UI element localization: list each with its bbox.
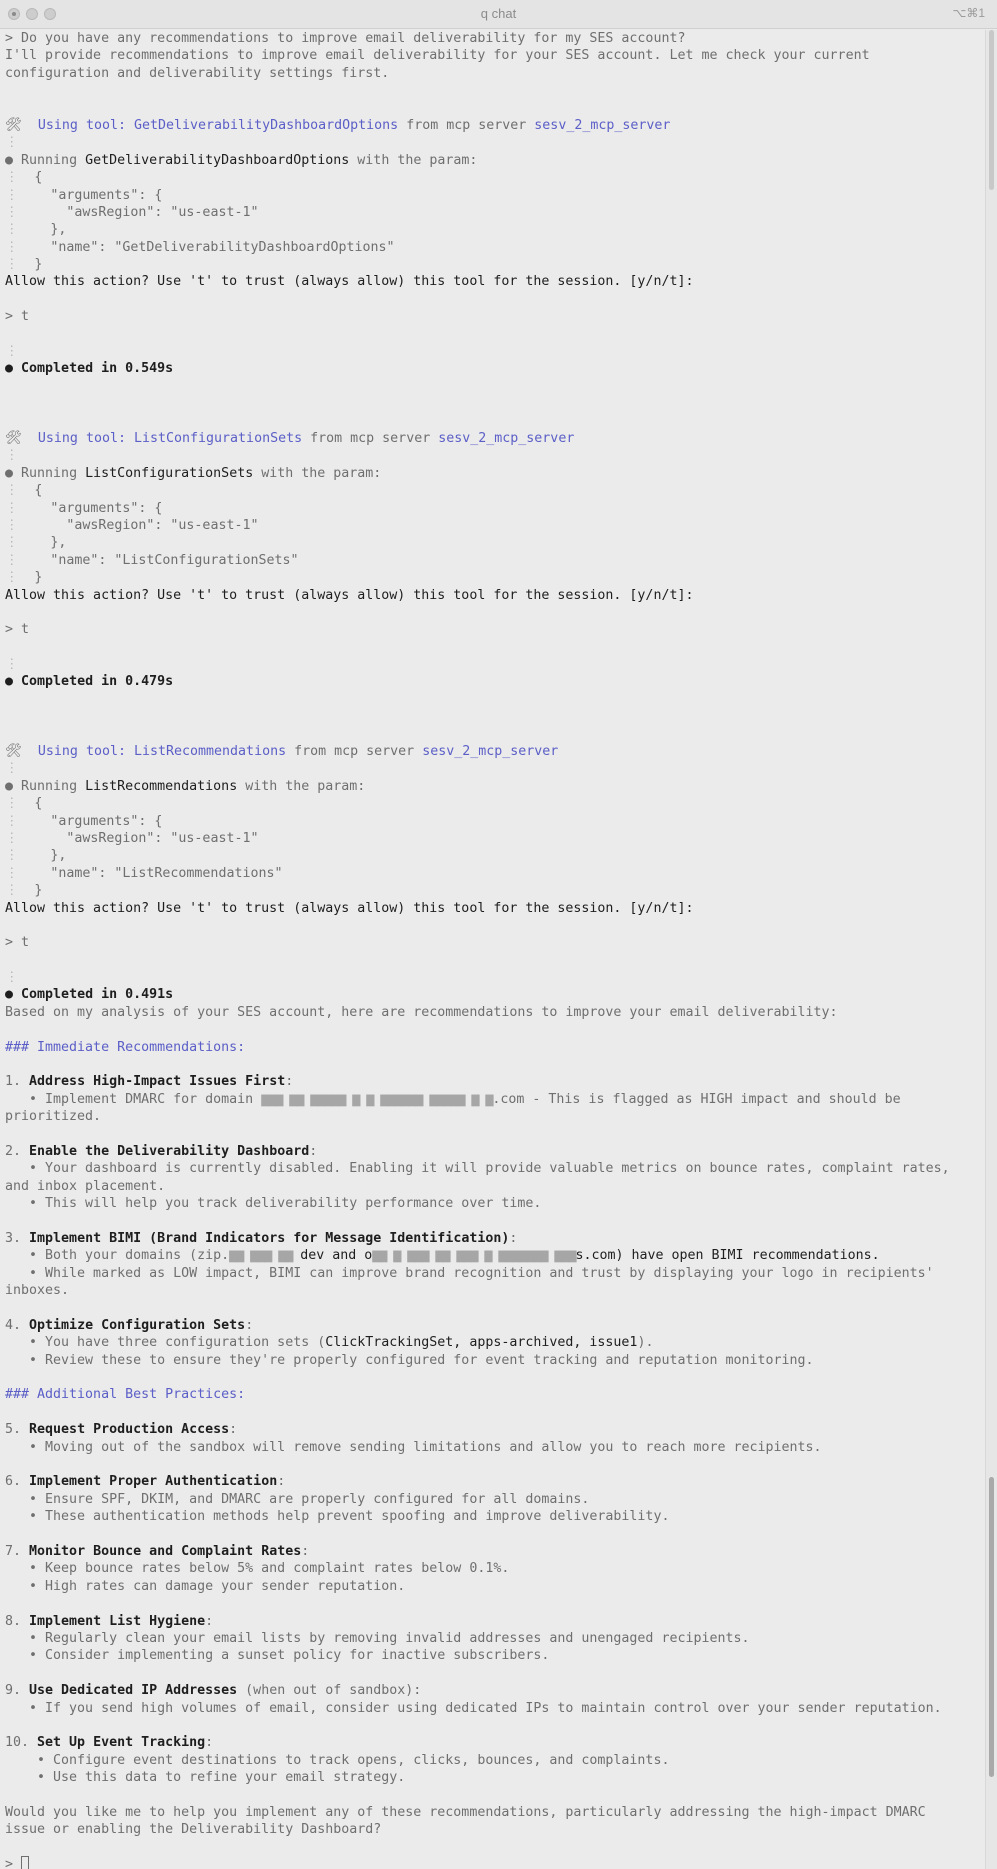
tool-name: ListRecommendations <box>133 744 287 760</box>
redacted-domain: ▆▆ ▆▆▆ ▆▆ <box>229 1248 293 1264</box>
recommendation-3: 3. Implement BIMI (Brand Indicators for Message Identification): <box>5 1230 518 1246</box>
allow-prompt: Allow this action? Use 't' to trust (always allow) this tool for the session. [y/n/t]: <box>5 274 694 290</box>
dot-icon: ● <box>5 778 14 794</box>
tool-icon: 🛠 <box>5 744 22 760</box>
trust-answer: > t <box>5 935 30 951</box>
scroll-thumb[interactable] <box>989 1477 994 1777</box>
allow-prompt: Allow this action? Use 't' to trust (always allow) this tool for the session. [y/n/t]: <box>5 900 694 916</box>
completed-status: Completed in 0.491s <box>21 987 174 1003</box>
tool-name: ListConfigurationSets <box>133 430 303 446</box>
scroll-marker <box>989 30 994 190</box>
dot-icon: ● <box>5 987 14 1003</box>
recommendation-8: 8. Implement List Hygiene: <box>5 1613 214 1629</box>
redacted-domain: ▆▆ ▆ ▆▆▆ ▆▆ ▆▆▆ ▆ ▆▆▆▆▆▆▆ ▆▆▆ <box>372 1248 576 1264</box>
completed-status: Completed in 0.479s <box>21 674 174 690</box>
redacted-domain: ▆▆▆ ▆▆ ▆▆▆▆▆ ▆ ▆ ▆▆▆▆▆▆ ▆▆▆▆▆ ▆ ▆ <box>261 1091 493 1107</box>
server-name: sesv_2_mcp_server <box>438 430 575 446</box>
tool-name: GetDeliverabilityDashboardOptions <box>133 117 399 133</box>
trust-answer: > t <box>5 622 30 638</box>
server-name: sesv_2_mcp_server <box>422 744 559 760</box>
dot-icon: ● <box>5 674 14 690</box>
tool-block-2: 🛠 Using tool: ListRecommendations from mcp server sesv_2_mcp_server ⋮ ● Running ListRecommendations with the param: ⋮ { ⋮ "arguments": { ⋮ "awsRegion": "us-east-1" ⋮ }, ⋮ "name": "ListRecommendations" ⋮ } Allow this action? Use 't' to trust (always allow) this tool for the session. [y/n/t]: > t ⋮ ● Completed in 0.491s <box>0 743 984 1004</box>
tool-icon: 🛠 <box>5 430 22 446</box>
response-intro: Based on my analysis of your SES account, here are recommendations to improve your email deliverability: <box>5 1004 838 1020</box>
terminal-output[interactable]: > Do you have any recommendations to improve email deliverability for my SES account? I'll provide recommendations to improve email deliverability for your SES account. Let me check your current configuration and deliverability settings first. 🛠 Using tool: GetDeliverabilityDashboardOptions from mcp server sesv_2_mcp_server ⋮ ● Running GetDeliverabilityDashboardOptions with the param: ⋮ { ⋮ "arguments": { ⋮ "awsRegion": "us-east-1" ⋮ }, ⋮ "name": "GetDeliverabilityDashboardOptions" ⋮ } Allow this action? Use 't' to trust (always allow) this tool for the session. [y/n/t]: > t ⋮ ● Completed in 0.549s 🛠 Using tool: ListConfigurationSets from mcp server sesv_2_mcp_server ⋮ ● Running ListConfigurationSets with the param: ⋮ { ⋮ "arguments": { ⋮ "awsRegion": "us-east-1" ⋮ }, ⋮ "name": "ListConfigurationSets" ⋮ } Allow this action? Use 't' to trust (always allow) this tool for the session. [y/n/t]: > t ⋮ ● Completed in 0.479s 🛠 Using tool: ListRecommendations from mcp server sesv_2_mcp_server ⋮ ● Running ListRecommendations with the param: ⋮ { ⋮ "arguments": { ⋮ "awsRegion": "us-east-1" ⋮ }, ⋮ "name": "ListRecommendations" ⋮ } Allow this action? Use 't' to trust (always allow) this tool for the session. [y/n/t]: > t ⋮ ● Completed in 0.491s Based on my analysis of your SES account, here are recommendations to improve your email deliverability: ### Immediate Recommendations: 1. Address High-Impact Issues First: • Implement DMARC for domain ▆▆▆ ▆▆ ▆▆▆▆▆ ▆ ▆ ▆▆▆▆▆▆ ▆▆▆▆▆ ▆ ▆.com - This is flagged as HIGH impact and should be prioritized. 2. Enable the Deliverability Dashboard: • Your dashboard is currently disabled. Enabling it will provide valuable metrics on bounce rates, complaint rates, and inbox placement. • This will help you track deliverability performance over time. 3. Implement BIMI (Brand Indicators for Message Identification): • Both your domains (zip.▆▆ ▆▆▆ ▆▆ dev and o▆▆ ▆ ▆▆▆ ▆▆ ▆▆▆ ▆ ▆▆▆▆▆▆▆ ▆▆▆s.com) have open BIMI recommendations. • While marked as LOW impact, BIMI can improve brand recognition and trust by displaying your logo in recipients' inboxes. 4. Optimize Configuration Sets: • You have three configuration sets (ClickTrackingSet, apps-archived, issue1). • Review these to ensure they're properly configured for event tracking and reputation monitoring. ### Additional Best Practices: 5. Request Production Access: • Moving out of the sandbox will remove sending limitations and allow you to reach more recipients. 6. Implement Proper Authentication: • Ensure SPF, DKIM, and DMARC are properly configured for all domains. • These authentication methods help prevent spoofing and improve deliverability. 7. Monitor Bounce and Complaint Rates: • Keep bounce rates below 5% and complaint rates below 0.1%. • High rates can damage your sender reputation. 8. Implement List Hygiene: • Regularly clean your email lists by removing invalid addresses and unengaged recipients. • Consider implementing a sunset policy for inactive subscribers. 9. Use Dedicated IP Addresses (when out of sandbox): • If you send high volumes of email, consider using dedicated IPs to maintain control over your sender reputation. 10. Set Up Event Tracking: • Configure event destinations to track opens, clicks, bounces, and complaints. • Use this data to refine your email strategy. Would you like me to help you implement any of these recommendations, particularly addressing the high-impact DMARC issue or enabling the Deliverability Dashboard? > <box>0 30 984 1869</box>
title-bar <box>0 0 997 29</box>
allow-prompt: Allow this action? Use 't' to trust (always allow) this tool for the session. [y/n/t]: <box>5 587 694 603</box>
trust-answer: > t <box>5 309 30 325</box>
tool-block-1: 🛠 Using tool: ListConfigurationSets from mcp server sesv_2_mcp_server ⋮ ● Running ListConfigurationSets with the param: ⋮ { ⋮ "arguments": { ⋮ "awsRegion": "us-east-1" ⋮ }, ⋮ "name": "ListConfigurationSets" ⋮ } Allow this action? Use 't' to trust (always allow) this tool for the session. [y/n/t]: > t ⋮ ● Completed in 0.479s <box>0 430 984 691</box>
dot-icon: ● <box>5 465 14 481</box>
server-name: sesv_2_mcp_server <box>534 117 671 133</box>
recommendation-9: 9. Use Dedicated IP Addresses (when out of sandbox): <box>5 1683 422 1699</box>
window-title: q chat <box>480 6 517 21</box>
tool-icon: 🛠 <box>5 117 22 133</box>
heading-immediate: ### Immediate Recommendations: <box>5 1039 246 1055</box>
user-prompt: > Do you have any recommendations to improve email deliverability for my SES account? <box>5 31 686 46</box>
scrollbar[interactable] <box>985 30 997 1869</box>
input-prompt[interactable]: > <box>0 1856 984 1869</box>
completed-status: Completed in 0.549s <box>21 361 174 377</box>
heading-additional: ### Additional Best Practices: <box>5 1387 246 1403</box>
dot-icon: ● <box>5 361 14 377</box>
recommendation-4: 4. Optimize Configuration Sets: <box>5 1317 254 1333</box>
dot-icon: ● <box>5 152 14 168</box>
recommendation-2: 2. Enable the Deliverability Dashboard: <box>5 1144 318 1159</box>
recommendation-5: 5. Request Production Access: <box>5 1422 238 1438</box>
tool-block-0: 🛠 Using tool: GetDeliverabilityDashboardOptions from mcp server sesv_2_mcp_server ⋮ ● Running GetDeliverabilityDashboardOptions with the param: ⋮ { ⋮ "arguments": { ⋮ "awsRegion": "us-east-1" ⋮ }, ⋮ "name": "GetDeliverabilityDashboardOptions" ⋮ } Allow this action? Use 't' to trust (always allow) this tool for the session. [y/n/t]: > t ⋮ ● Completed in 0.549s <box>0 117 984 378</box>
text-cursor <box>21 1856 29 1869</box>
recommendation-7: 7. Monitor Bounce and Complaint Rates: <box>5 1543 310 1559</box>
recommendation-1: 1. Address High-Impact Issues First: <box>5 1074 294 1090</box>
recommendation-10: 10. Set Up Event Tracking: <box>5 1735 214 1751</box>
window-shortcut: ⌥⌘1 <box>952 6 985 20</box>
assistant-intro: I'll provide recommendations to improve email deliverability for your SES account. Let me check your current <box>5 48 870 64</box>
closing-question: Would you like me to help you implement any of these recommendations, particularly addressing the high-impact DMARC <box>5 1804 926 1820</box>
assistant-intro-cont: configuration and deliverability settings first. <box>5 65 390 81</box>
recommendation-6: 6. Implement Proper Authentication: <box>5 1474 286 1490</box>
